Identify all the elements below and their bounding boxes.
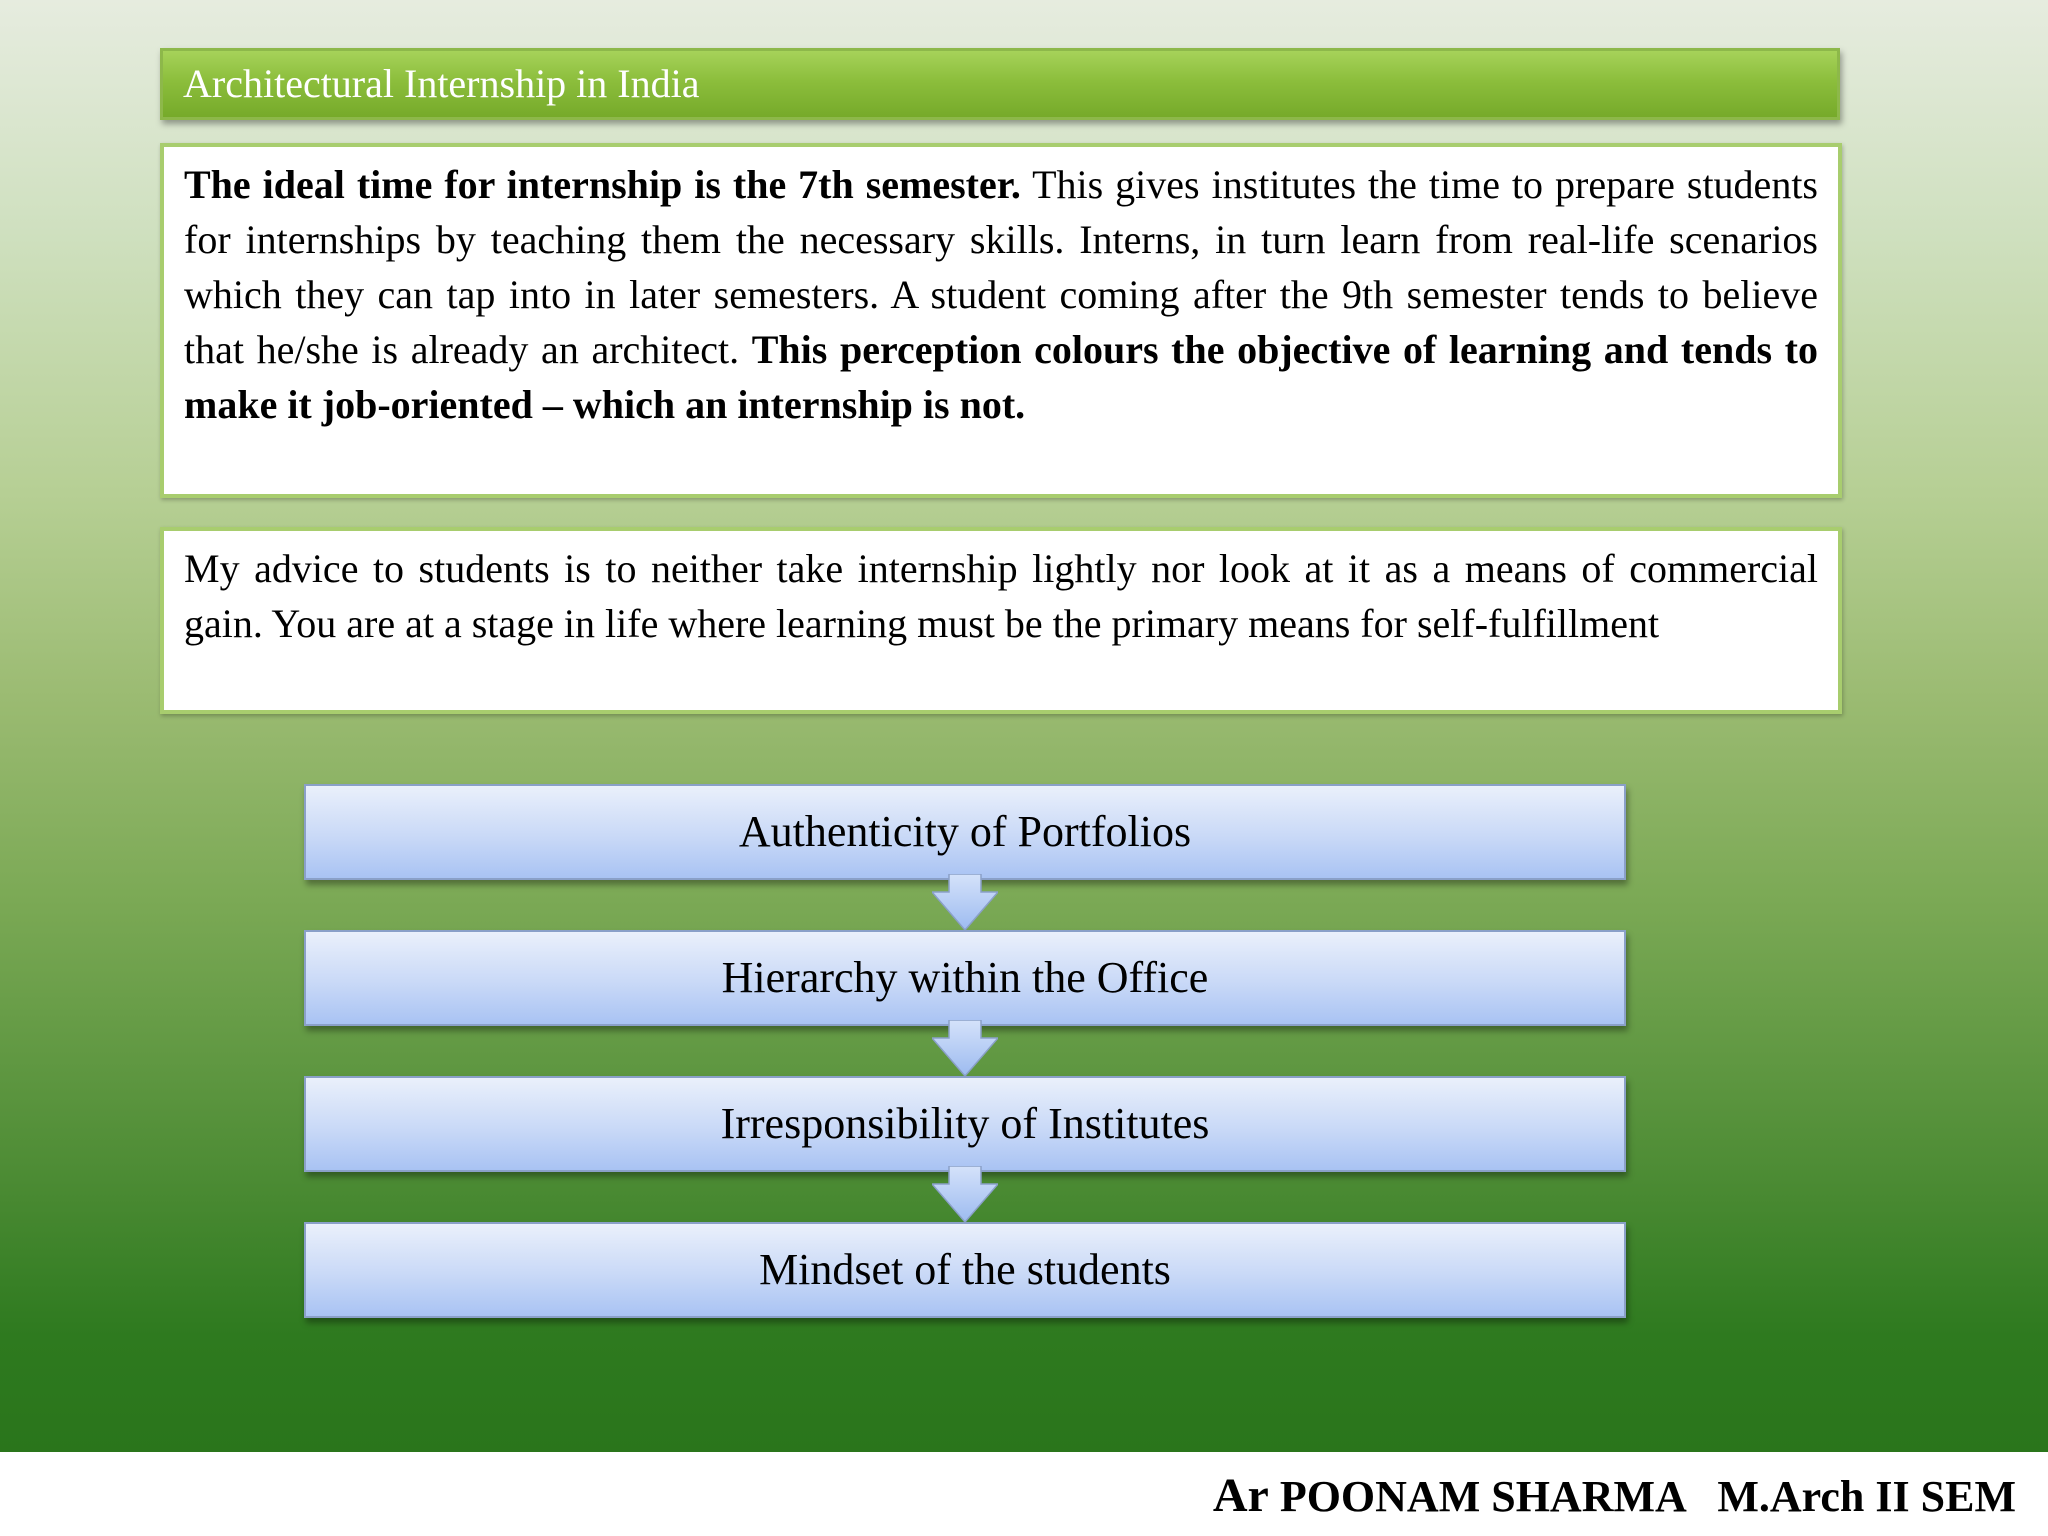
down-arrow-icon (932, 874, 998, 932)
body-text: This gives institutes the time to prepare students for internships by teaching them the necessary skills. Interns, in turn learn from real-life scenarios which they can tap into in later semesters. A student coming after the 9th semester tends to believe that he/she is already an architect. (184, 162, 1818, 372)
slide-title: Architectural Internship in India (160, 48, 1840, 120)
author-footer (1213, 1468, 2016, 1525)
flow-step-1: Authenticity of Portfolios (304, 784, 1626, 880)
flow-step-2: Hierarchy within the Office (304, 930, 1626, 1026)
flow-step-4: Mindset of the students (304, 1222, 1626, 1318)
author-prefix: Ar (1212, 1469, 1269, 1522)
bold-tail-text: This perception colours the objective of learning and tends to make it job-oriented – which an internship is not. (184, 327, 1818, 427)
down-arrow-icon (932, 1166, 998, 1224)
bold-lead-text: The ideal time for internship is the 7th semester. (184, 162, 1021, 207)
down-arrow-icon (932, 1020, 998, 1078)
advice-text-box (160, 527, 1842, 714)
advice-text: My advice to students is to neither take internship lightly nor look at it as a means of commercial gain. You are at a stage in life where learning must be the primary means for self-fulfillment (184, 546, 1818, 646)
flow-step-3: Irresponsibility of Institutes (304, 1076, 1626, 1172)
author-name: POONAM SHARMA M.Arch II SEM (1268, 1472, 2016, 1521)
internship-timing-text-box (160, 143, 1842, 498)
